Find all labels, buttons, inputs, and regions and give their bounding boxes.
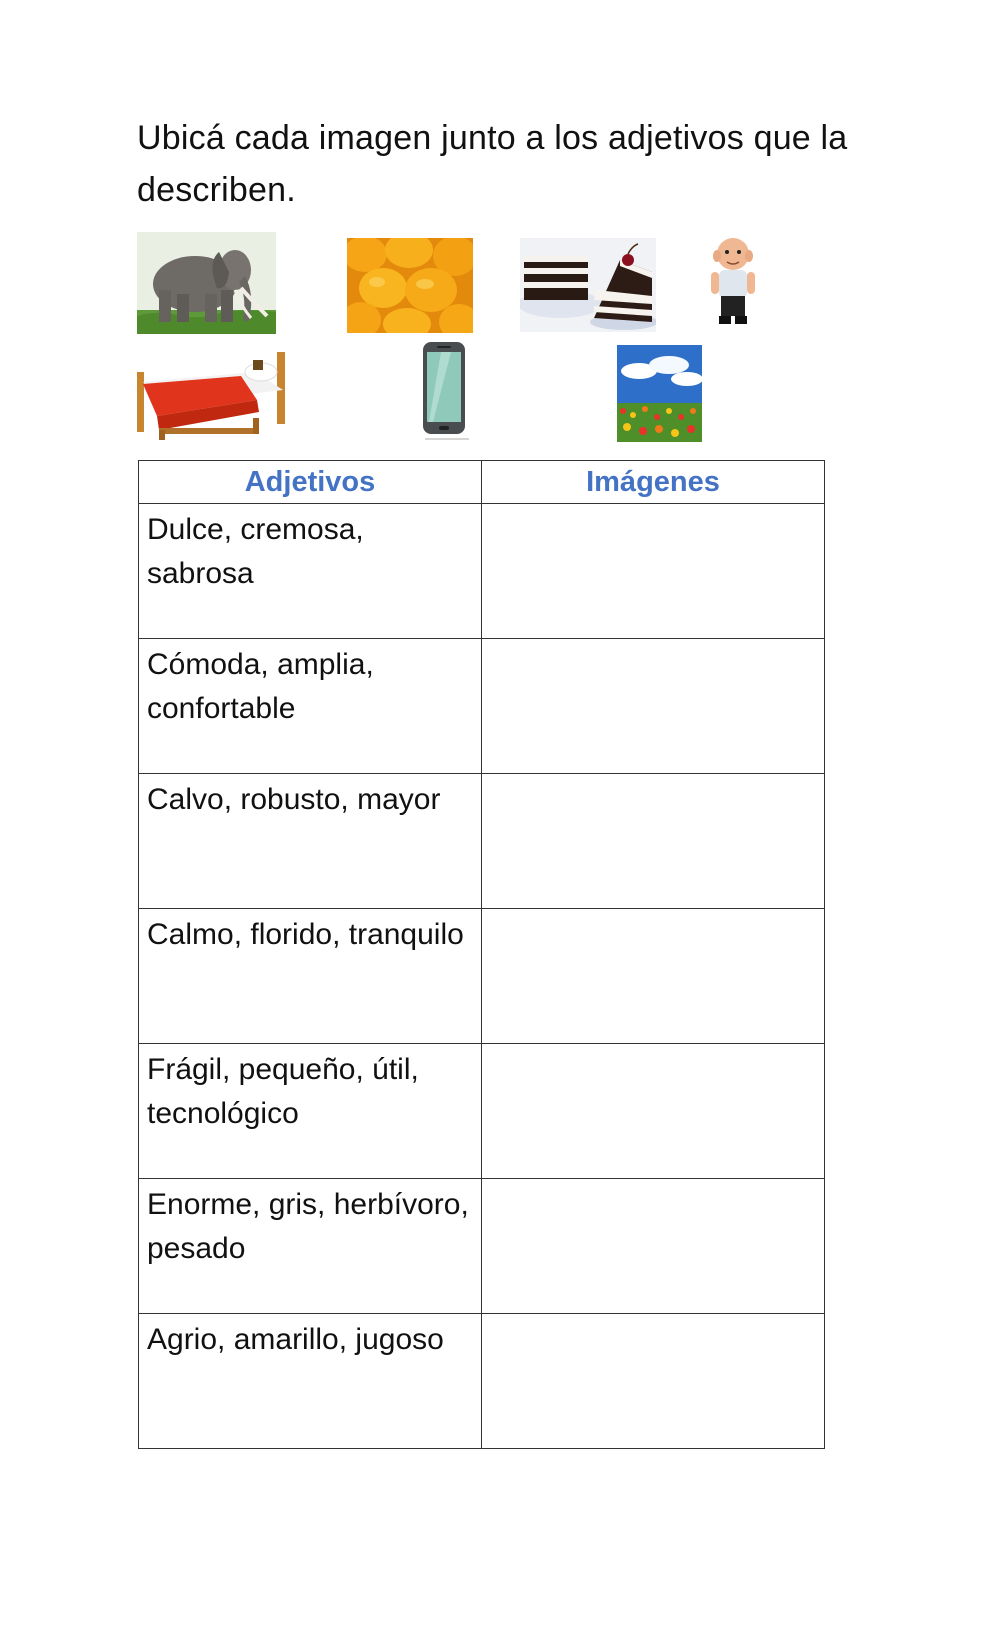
image-drop-cell[interactable]	[482, 774, 825, 909]
image-drop-cell[interactable]	[482, 1314, 825, 1449]
phone-image[interactable]	[415, 340, 477, 444]
adjectives-cell: Enorme, gris, herbívoro, pesado	[139, 1179, 482, 1314]
smartphone-icon	[415, 340, 477, 444]
old-man-image[interactable]	[703, 232, 763, 334]
adjectives-cell: Calvo, robusto, mayor	[139, 774, 482, 909]
adjectives-cell: Calmo, florido, tranquilo	[139, 909, 482, 1044]
cake-image[interactable]	[520, 238, 656, 332]
table-header-row	[139, 461, 825, 504]
instruction-text: Ubicá cada imagen junto a los adjetivos que la describen.	[137, 119, 848, 209]
table-row	[139, 1314, 825, 1449]
table-row	[139, 504, 825, 639]
table-row	[139, 639, 825, 774]
lemons-icon	[347, 238, 473, 333]
image-drop-cell[interactable]	[482, 504, 825, 639]
image-drop-cell[interactable]	[482, 639, 825, 774]
adjectives-cell: Frágil, pequeño, útil, tecnológico	[139, 1044, 482, 1179]
image-drop-cell[interactable]	[482, 909, 825, 1044]
lemons-image[interactable]	[347, 238, 473, 333]
image-drop-cell[interactable]	[482, 1179, 825, 1314]
matching-table	[138, 460, 825, 1449]
elephant-image[interactable]	[137, 232, 276, 334]
header-adjetivos: Adjetivos	[139, 461, 482, 504]
bed-icon	[137, 342, 301, 442]
cake-slice-icon	[520, 238, 656, 332]
header-imagenes: Imágenes	[482, 461, 825, 504]
flower-field-icon	[617, 345, 702, 442]
image-drop-cell[interactable]	[482, 1044, 825, 1179]
table-row	[139, 774, 825, 909]
table-row	[139, 1179, 825, 1314]
bald-man-icon	[703, 232, 763, 334]
adjectives-cell: Cómoda, amplia, confortable	[139, 639, 482, 774]
adjectives-cell: Dulce, cremosa, sabrosa	[139, 504, 482, 639]
field-image[interactable]	[617, 345, 702, 442]
table-row	[139, 909, 825, 1044]
adjectives-cell: Agrio, amarillo, jugoso	[139, 1314, 482, 1449]
bed-image[interactable]	[137, 342, 301, 442]
table-row	[139, 1044, 825, 1179]
elephant-icon	[137, 232, 276, 334]
